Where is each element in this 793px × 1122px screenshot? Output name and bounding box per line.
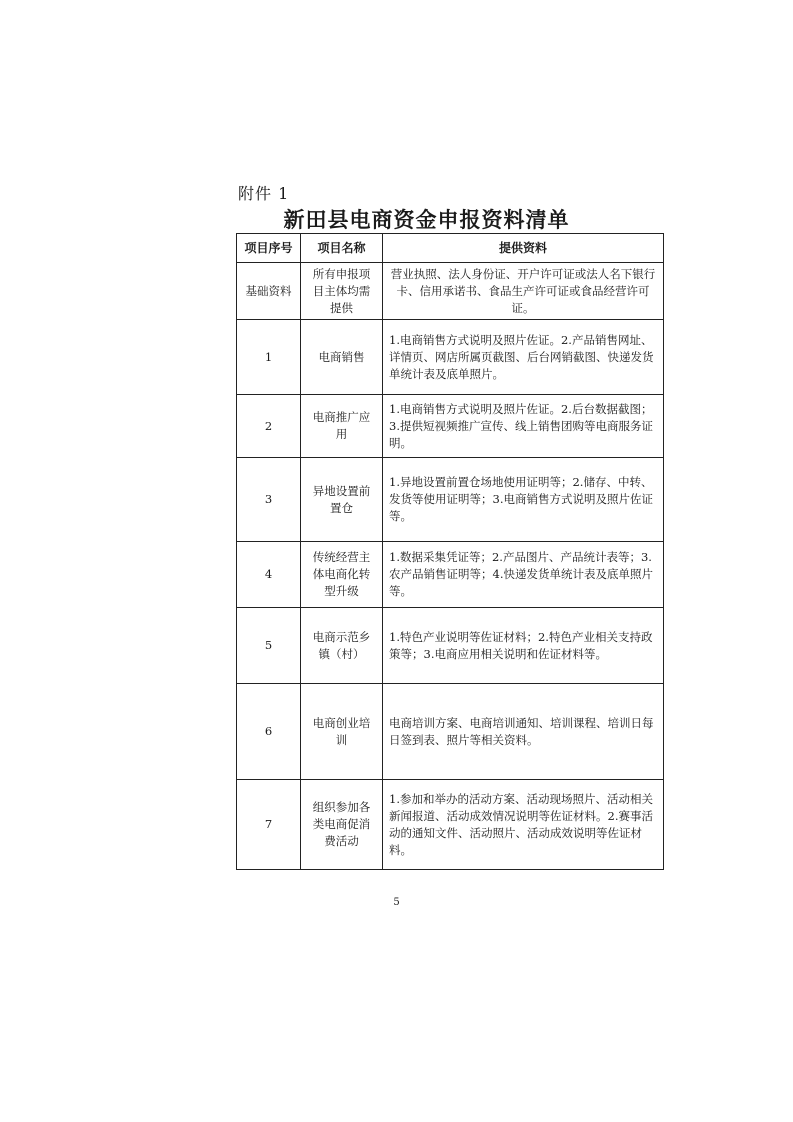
row-name: 电商推广应用 (301, 395, 383, 458)
row-name: 电商示范乡镇（村） (301, 608, 383, 684)
row-materials: 1.电商销售方式说明及照片佐证。2.后台数据截图；3.提供短视频推广宣传、线上销售团购等电商服务证明。 (383, 395, 664, 458)
table-row (237, 608, 664, 684)
row-name: 所有申报项目主体均需提供 (301, 263, 383, 320)
table-row (237, 458, 664, 542)
table-row (237, 395, 664, 458)
row-materials: 电商培训方案、电商培训通知、培训课程、培训日每日签到表、照片等相关资料。 (383, 684, 664, 780)
materials-table (236, 233, 664, 870)
row-materials: 营业执照、法人身份证、开户许可证或法人名下银行卡、信用承诺书、食品生产许可证或食品经营许可证。 (383, 263, 664, 320)
row-materials: 1.参加和举办的活动方案、活动现场照片、活动相关新闻报道、活动成效情况说明等佐证材料。2.赛事活动的通知文件、活动照片、活动成效说明等佐证材料。 (383, 780, 664, 870)
row-name: 异地设置前置仓 (301, 458, 383, 542)
row-seq: 1 (237, 320, 301, 395)
row-seq: 2 (237, 395, 301, 458)
row-materials: 1.特色产业说明等佐证材料；2.特色产业相关支持政策等；3.电商应用相关说明和佐证材料等。 (383, 608, 664, 684)
row-seq: 6 (237, 684, 301, 780)
row-materials: 1.数据采集凭证等；2.产品图片、产品统计表等；3.农产品销售证明等；4.快递发货单统计表及底单照片等。 (383, 542, 664, 608)
row-seq: 3 (237, 458, 301, 542)
page-number: 5 (393, 897, 400, 908)
row-materials: 1.异地设置前置仓场地使用证明等；2.储存、中转、发货等使用证明等；3.电商销售方式说明及照片佐证等。 (383, 458, 664, 542)
header-name: 项目名称 (301, 234, 383, 263)
row-name: 组织参加各类电商促消费活动 (301, 780, 383, 870)
table-row (237, 320, 664, 395)
row-seq: 7 (237, 780, 301, 870)
row-seq: 基础资料 (237, 263, 301, 320)
table-row (237, 263, 664, 320)
row-name: 传统经营主体电商化转型升级 (301, 542, 383, 608)
attachment-label: 附件 1 (238, 184, 290, 203)
header-materials: 提供资料 (383, 234, 664, 263)
table-row (237, 684, 664, 780)
row-seq: 4 (237, 542, 301, 608)
table-header-row (237, 234, 664, 263)
header-seq: 项目序号 (237, 234, 301, 263)
row-seq: 5 (237, 608, 301, 684)
table-row (237, 542, 664, 608)
row-name: 电商销售 (301, 320, 383, 395)
table-row (237, 780, 664, 870)
page-title: 新田县电商资金申报资料清单 (283, 207, 570, 232)
row-materials: 1.电商销售方式说明及照片佐证。2.产品销售网址、详情页、网店所属页截图、后台网销截图、快递发货单统计表及底单照片。 (383, 320, 664, 395)
row-name: 电商创业培训 (301, 684, 383, 780)
